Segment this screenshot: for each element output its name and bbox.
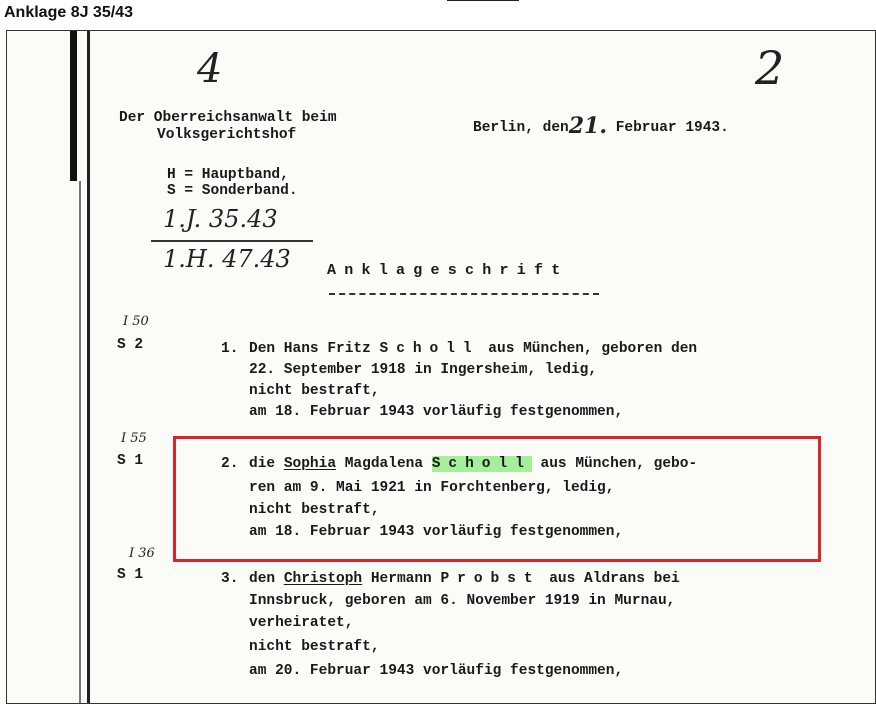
- defendant-2-line-2: ren am 9. Mai 1921 in Forchtenberg, ledig,: [249, 480, 615, 496]
- margin-mark-2: S 1: [117, 453, 144, 469]
- handwritten-ref-1: 1.J. 35.43: [163, 205, 278, 233]
- legend-line-1: H = Hauptband,: [167, 167, 289, 183]
- margin-note-1: I 50: [123, 314, 149, 329]
- document-caption: Anklage 8J 35/43: [4, 4, 133, 21]
- defendant-1-line-1: [249, 342, 697, 357]
- defendant-3-line-1: [249, 572, 680, 587]
- defendant-3-line-2: Innsbruck, geboren am 6. November 1919 in Murnau,: [249, 593, 676, 609]
- document-scan: [6, 30, 876, 704]
- binding-line-secondary: [79, 181, 81, 703]
- defendant-3-line-5: am 20. Februar 1943 vorläufig festgenommen,: [249, 663, 624, 679]
- defendant-2-article: die: [249, 456, 284, 472]
- margin-mark-1: S 2: [117, 337, 144, 353]
- top-rule: [447, 0, 519, 1]
- authority-line-2: Volksgerichtshof: [157, 127, 297, 143]
- highlight-box-defendant-2: [173, 436, 821, 562]
- defendant-3-origin: aus Aldrans bei: [540, 571, 680, 587]
- handwritten-day: 21.: [568, 113, 607, 139]
- ref-underline: [151, 240, 313, 242]
- defendant-2-number: 2.: [221, 456, 239, 472]
- binding-line: [87, 31, 90, 703]
- place-date: [473, 113, 729, 139]
- defendant-1-line-3: nicht bestraft,: [249, 383, 380, 399]
- margin-note-3: I 36: [129, 546, 155, 561]
- defendant-3-given: Christoph: [283, 571, 363, 587]
- legend-line-2: S = Sonderband.: [167, 183, 298, 199]
- defendant-2-line-4: am 18. Februar 1943 vorläufig festgenommen,: [249, 524, 624, 540]
- defendant-3-line-3: verheiratet,: [249, 615, 354, 631]
- title-underline: [329, 293, 599, 295]
- date-rest: Februar 1943.: [615, 120, 729, 136]
- defendant-1-surname: Scholl: [379, 341, 480, 357]
- defendant-2-surname-highlight: Scholl: [431, 456, 532, 472]
- defendant-1-given: Den Hans Fritz: [249, 341, 380, 357]
- handwritten-number-right: 2: [755, 41, 785, 95]
- defendant-3-line-4: nicht bestraft,: [249, 639, 380, 655]
- handwritten-number-left: 4: [197, 46, 223, 92]
- defendant-3-surname: Probst: [440, 571, 541, 587]
- authority-line-1: Der Oberreichsanwalt beim: [119, 110, 337, 126]
- defendant-1-origin: aus München, geboren den: [479, 341, 698, 357]
- margin-mark-3: S 1: [117, 567, 144, 583]
- defendant-1-line-4: am 18. Februar 1943 vorläufig festgenommen,: [249, 404, 624, 420]
- defendant-2-origin: aus München, gebo-: [531, 456, 698, 472]
- defendant-2-middle: Magdalena: [336, 456, 432, 472]
- defendant-3-number: 3.: [221, 571, 239, 587]
- document-title: Anklageschrift: [327, 262, 569, 279]
- handwritten-ref-2: 1.H. 47.43: [163, 245, 291, 273]
- defendant-3-article: den: [249, 571, 284, 587]
- place-prefix: Berlin, den: [473, 120, 569, 136]
- defendant-1-number: 1.: [221, 341, 239, 357]
- binding-edge: [70, 31, 77, 181]
- defendant-2-line-3: nicht bestraft,: [249, 502, 380, 518]
- defendant-1-line-2: 22. September 1918 in Ingersheim, ledig,: [249, 362, 598, 378]
- margin-note-2: I 55: [121, 431, 147, 446]
- defendant-2-given: Sophia: [283, 456, 337, 472]
- defendant-3-middle: Hermann: [362, 571, 441, 587]
